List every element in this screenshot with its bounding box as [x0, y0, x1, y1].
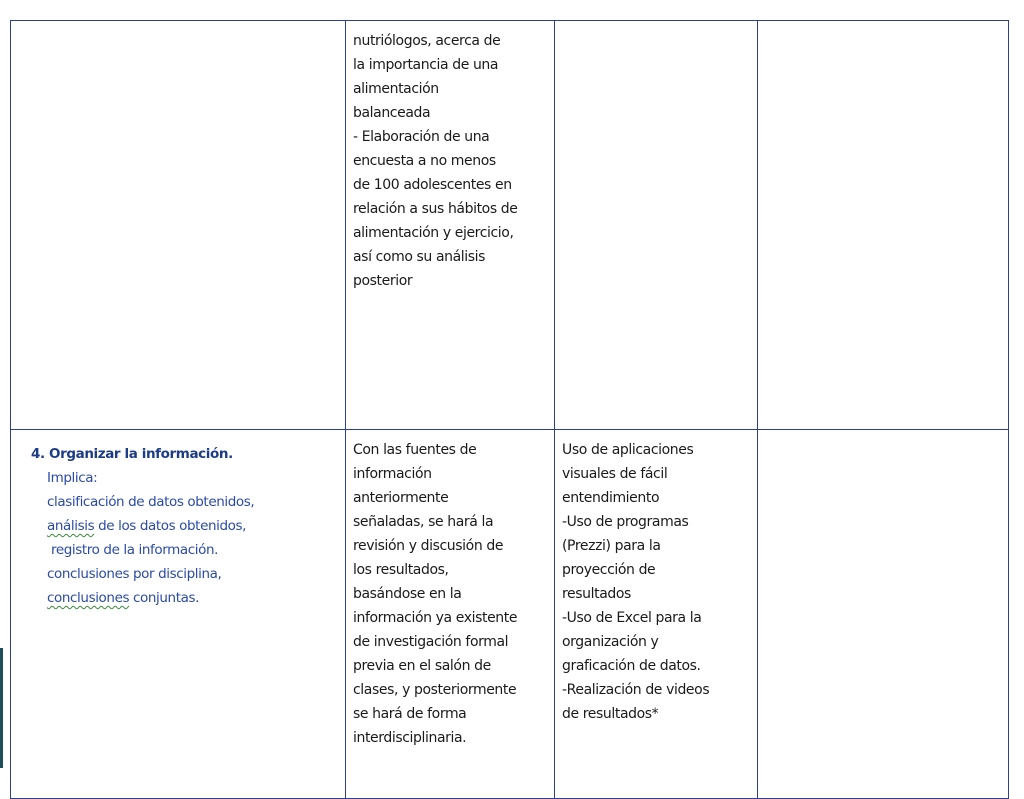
text-line: resultados	[562, 586, 631, 602]
text-line: Con las fuentes de	[353, 442, 477, 458]
text-line: información ya existente	[353, 610, 518, 626]
text-line: revisión y discusión de	[353, 538, 504, 554]
text-line: posterior	[353, 273, 413, 289]
text-line: visuales de fácil	[562, 466, 668, 482]
text-line: -Uso de programas	[562, 514, 689, 530]
list-item-rest: de los datos obtenidos,	[94, 518, 247, 534]
row2-col1-cell	[11, 430, 346, 799]
row1-col2-cell	[346, 21, 555, 430]
row1-col3-cell	[555, 21, 758, 430]
text-line: Uso de aplicaciones	[562, 442, 694, 458]
table-row	[11, 430, 1009, 799]
text-line: (Prezzi) para la	[562, 538, 661, 554]
text-line: de investigación formal	[353, 634, 509, 650]
row1-col4-cell	[758, 21, 1009, 430]
implica-label: Implica:	[47, 470, 98, 486]
text-line: de resultados*	[562, 706, 659, 722]
text-line: así como su análisis	[353, 249, 486, 265]
row2-col2-cell	[346, 430, 555, 799]
spellcheck-word: análisis	[47, 518, 95, 534]
text-line: se hará de forma	[353, 706, 467, 722]
text-line: alimentación y ejercicio,	[353, 225, 514, 241]
text-line: entendimiento	[562, 490, 660, 506]
text-line: encuesta a no menos	[353, 153, 496, 169]
text-line: organización y	[562, 634, 659, 650]
text-line: -Realización de videos	[562, 682, 710, 698]
list-item: registro de la información.	[51, 542, 219, 558]
text-line: anteriormente	[353, 490, 449, 506]
row2-col3-cell	[555, 430, 758, 799]
spellcheck-word: conclusiones	[47, 590, 130, 606]
table-row	[11, 21, 1009, 430]
text-line: nutriólogos, acerca de	[353, 33, 501, 49]
text-line: alimentación	[353, 81, 439, 97]
step-heading: 4. Organizar la información.	[31, 446, 233, 462]
text-line: -Uso de Excel para la	[562, 610, 702, 626]
text-line: clases, y posteriormente	[353, 682, 517, 698]
text-line: graficación de datos.	[562, 658, 701, 674]
text-line: - Elaboración de una	[353, 129, 490, 145]
list-item: conclusiones por disciplina,	[47, 566, 222, 582]
list-item: clasificación de datos obtenidos,	[47, 494, 255, 510]
text-line: los resultados,	[353, 562, 449, 578]
list-item	[31, 514, 339, 538]
text-line: previa en el salón de	[353, 658, 491, 674]
text-line: relación a sus hábitos de	[353, 201, 518, 217]
text-line: de 100 adolescentes en	[353, 177, 512, 193]
left-edge-bar	[0, 648, 3, 768]
list-item-rest: conjuntas.	[129, 590, 199, 606]
text-line: basándose en la	[353, 586, 462, 602]
row1-col1-cell	[11, 21, 346, 430]
text-line: balanceada	[353, 105, 431, 121]
text-line: información	[353, 466, 432, 482]
text-line: interdisciplinaria.	[353, 730, 467, 746]
activity-plan-table	[10, 20, 1009, 799]
text-line: señaladas, se hará la	[353, 514, 494, 530]
text-line: proyección de	[562, 562, 656, 578]
text-line: la importancia de una	[353, 57, 499, 73]
row2-col4-cell	[758, 430, 1009, 799]
list-item	[31, 586, 339, 610]
